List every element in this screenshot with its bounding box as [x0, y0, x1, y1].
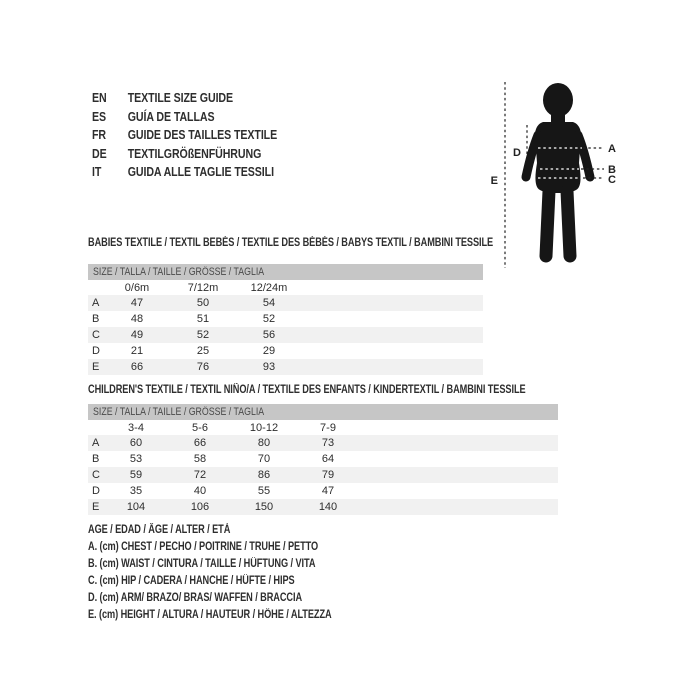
column-header: 12/24m [250, 281, 288, 294]
table-cell: 52 [262, 313, 276, 325]
column-header: 7/12m [187, 281, 219, 294]
table-cell: 79 [321, 469, 335, 481]
table-cell: 150 [254, 501, 274, 513]
row-label: A [92, 437, 100, 449]
row-label: B [92, 453, 100, 465]
table-cell: 47 [130, 297, 144, 309]
language-title: TEXTILGRÖßENFÜHRUNG [127, 146, 262, 161]
language-code: FR [92, 128, 106, 143]
babies-size-table [88, 264, 483, 375]
table-cell: 56 [262, 329, 276, 341]
torso [535, 122, 581, 193]
table-cell: 25 [196, 345, 210, 357]
table-cell: 40 [193, 485, 207, 497]
table-row [88, 327, 483, 343]
babies-section-title: BABIES TEXTILE / TEXTIL BEBÉS / TEXTILE DES BÉBÉS / BABYS TEXTIL / BAMBINI TESSILE [88, 237, 494, 249]
table-cell: 55 [257, 485, 271, 497]
row-label: A [92, 297, 100, 309]
table-cell: 58 [193, 453, 207, 465]
table-cell: 73 [321, 437, 335, 449]
table-cell: 51 [196, 313, 210, 325]
column-header-row [88, 420, 558, 435]
table-cell: 76 [196, 361, 210, 373]
row-label: D [92, 485, 100, 497]
row-label: E [92, 361, 100, 373]
table-cell: 35 [129, 485, 143, 497]
language-row-en [92, 89, 310, 108]
language-code: EN [92, 91, 107, 105]
row-label: C [92, 469, 100, 481]
table-cell: 66 [130, 361, 144, 373]
table-cell: 93 [262, 361, 276, 373]
table-cell: 49 [130, 329, 144, 341]
table-cell: 70 [257, 453, 271, 465]
column-header: 7-9 [320, 421, 336, 434]
measurement-legend [88, 522, 392, 624]
measure-label-c: C [608, 174, 616, 186]
row-label: D [92, 345, 100, 357]
column-header: 10-12 [249, 421, 279, 434]
legend-item-arm: D. (cm) ARM/ BRAZO/ BRAS/ WAFFEN / BRACCIA [88, 592, 303, 604]
column-header: 0/6m [124, 281, 150, 294]
table-cell: 48 [130, 313, 144, 325]
language-title: GUIDA ALLE TAGLIE TESSILI [127, 165, 274, 180]
table-cell: 21 [130, 345, 144, 357]
row-label: E [92, 501, 100, 513]
table-row [88, 499, 558, 515]
column-header-row [88, 280, 483, 295]
legend-item-hip: C. (cm) HIP / CADERA / HANCHE / HÜFTE / HIPS [88, 575, 295, 587]
measure-label-b: B [608, 164, 616, 176]
legend-item-chest: A. (cm) CHEST / PECHO / POITRINE / TRUHE / PETTO [88, 541, 319, 553]
children-section-title: CHILDREN'S TEXTILE / TEXTIL NIÑO/A / TEXTILE DES ENFANTS / KINDERTEXTIL / BAMBINI TESSILE [88, 384, 526, 396]
measure-label-e: E [490, 175, 498, 187]
table-row [88, 483, 558, 499]
language-list [92, 89, 310, 182]
children-size-table [88, 404, 558, 515]
table-row [88, 343, 483, 359]
language-row-it [92, 163, 310, 182]
table-cell: 72 [193, 469, 207, 481]
table-row [88, 295, 483, 311]
row-label: B [92, 313, 100, 325]
table-cell: 106 [190, 501, 210, 513]
language-row-es [92, 108, 310, 127]
table-cell: 66 [193, 437, 207, 449]
language-title: TEXTILE SIZE GUIDE [127, 91, 234, 105]
size-header-bar: SIZE / TALLA / TAILLE / GRÖSSE / TAGLIA [88, 264, 483, 280]
table-cell: 140 [318, 501, 338, 513]
size-header-bar: SIZE / TALLA / TAILLE / GRÖSSE / TAGLIA [88, 404, 558, 420]
table-cell: 80 [257, 437, 271, 449]
table-row [88, 311, 483, 327]
measure-label-a: A [608, 143, 616, 155]
table-cell: 52 [196, 329, 210, 341]
table-cell: 53 [129, 453, 143, 465]
table-cell: 50 [196, 297, 210, 309]
table-cell: 104 [126, 501, 146, 513]
table-row [88, 359, 483, 375]
table-cell: 29 [262, 345, 276, 357]
table-row [88, 467, 558, 483]
language-code: ES [92, 109, 107, 124]
column-header: 3-4 [128, 421, 144, 434]
language-row-fr [92, 126, 310, 145]
table-cell: 60 [129, 437, 143, 449]
table-row [88, 451, 558, 467]
column-header: 5-6 [192, 421, 208, 434]
language-code: IT [92, 165, 102, 180]
table-cell: 54 [262, 297, 276, 309]
legend-item-height: E. (cm) HEIGHT / ALTURA / HAUTEUR / HÖHE / ALTEZZA [88, 609, 332, 621]
legend-item-waist: B. (cm) WAIST / CINTURA / TAILLE / HÜFTUNG / VITA [88, 558, 316, 570]
row-label: C [92, 329, 100, 341]
language-row-de [92, 145, 310, 164]
table-cell: 64 [321, 453, 335, 465]
table-row [88, 435, 558, 451]
table-cell: 47 [321, 485, 335, 497]
table-cell: 86 [257, 469, 271, 481]
measure-label-d: D [513, 147, 521, 159]
language-code: DE [92, 146, 107, 161]
legend-age-line: AGE / EDAD / ÂGE / ALTER / ETÀ [88, 524, 231, 536]
language-title: GUÍA DE TALLAS [127, 109, 215, 124]
language-title: GUIDE DES TAILLES TEXTILE [127, 128, 278, 143]
table-cell: 59 [129, 469, 143, 481]
